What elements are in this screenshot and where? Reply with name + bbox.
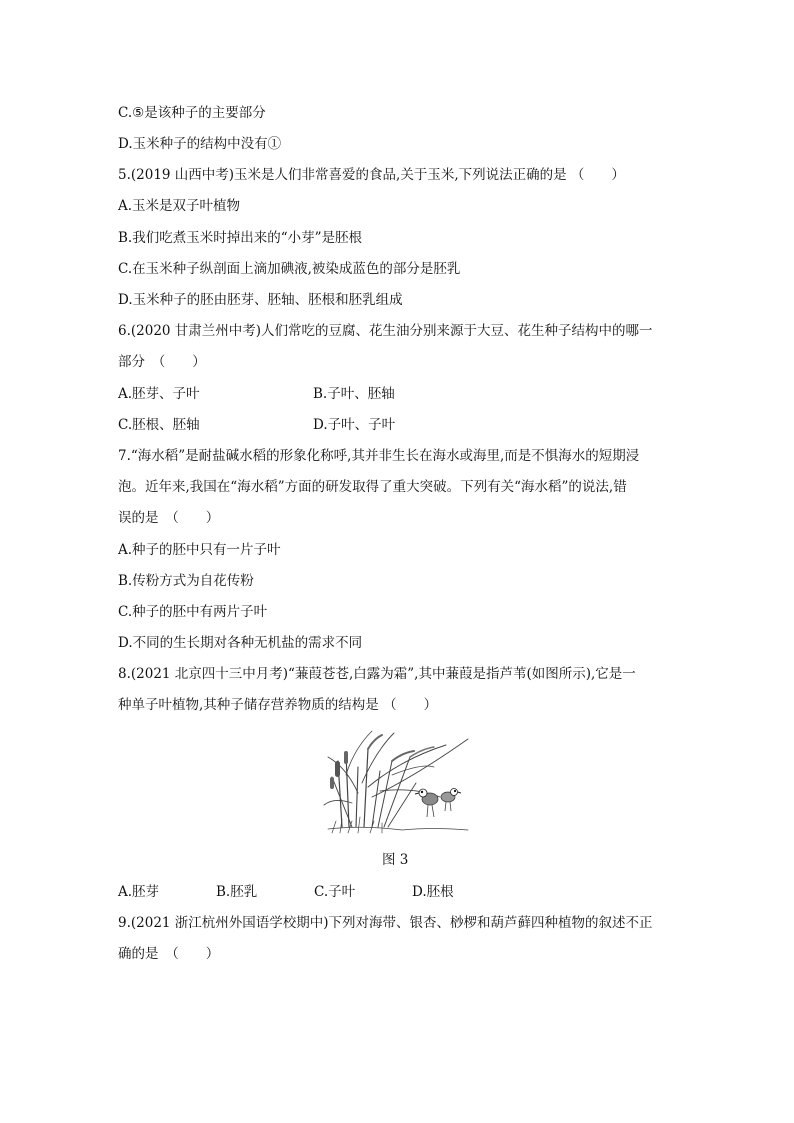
q9-stem-line-2: 确的是 （ ） [118, 946, 220, 962]
q7-option-a: A.种子的胚中只有一片子叶 [118, 542, 281, 558]
figure-caption: 图 3 [382, 852, 409, 868]
q8-option-b: B.胚乳 [216, 884, 258, 900]
q6-option-c: C.胚根、胚轴 [118, 417, 200, 433]
q8-option-d: D.胚根 [412, 884, 454, 900]
q8-option-c: C.子叶 [314, 884, 356, 900]
q5-option-d: D.玉米种子的胚由胚芽、胚轴、胚根和胚乳组成 [118, 292, 403, 308]
q5-stem: 5.(2019 山西中考)玉米是人们非常喜爱的食品,关于玉米,下列说法正确的是 （ ） [118, 167, 625, 183]
q6-stem-line-2: 部分 （ ） [118, 354, 206, 370]
q6-option-d: D.子叶、子叶 [313, 417, 396, 433]
q8-stem-line-1: 8.(2021 北京四十三中月考)“蒹葭苍苍,白露为霜”,其中蒹葭是指芦苇(如图所示),它是一 [118, 666, 636, 682]
q4-option-c: C.⑤是该种子的主要部分 [118, 105, 266, 121]
q6-option-b: B.子叶、胚轴 [313, 386, 395, 402]
q7-stem-line-3: 误的是 （ ） [118, 510, 220, 526]
reed-bird-illustration [322, 727, 474, 835]
reed-illustration-svg [322, 727, 474, 835]
q6-stem-line-1: 6.(2020 甘肃兰州中考)人们常吃的豆腐、花生油分别来源于大豆、花生种子结构中的哪一 [118, 323, 653, 339]
q7-option-b: B.传粉方式为自花传粉 [118, 573, 254, 589]
q9-stem-line-1: 9.(2021 浙江杭州外国语学校期中)下列对海带、银杏、桫椤和葫芦藓四种植物的叙述不正 [118, 915, 653, 931]
q8-stem-line-2: 种单子叶植物,其种子储存营养物质的结构是 （ ） [118, 697, 438, 713]
bird-icon [441, 789, 461, 812]
q7-stem-line-1: 7.“海水稻”是耐盐碱水稻的形象化称呼,其并非生长在海水或海里,而是不惧海水的短期浸 [118, 448, 640, 464]
q5-option-a: A.玉米是双子叶植物 [118, 198, 241, 214]
q7-option-d: D.不同的生长期对各种无机盐的需求不同 [118, 635, 363, 651]
q5-option-c: C.在玉米种子纵剖面上滴加碘液,被染成蓝色的部分是胚乳 [118, 261, 461, 277]
q8-option-a: A.胚芽 [118, 884, 160, 900]
q5-option-b: B.我们吃煮玉米时掉出来的“小芽”是胚根 [118, 230, 363, 246]
bird-icon [415, 789, 438, 817]
q7-option-c: C.种子的胚中有两片子叶 [118, 604, 268, 620]
q6-option-a: A.胚芽、子叶 [118, 386, 200, 402]
q7-stem-line-2: 泡。近年来,我国在“海水稻”方面的研发取得了重大突破。下列有关“海水稻”的说法,错 [118, 479, 627, 495]
q4-option-d: D.玉米种子的结构中没有① [118, 136, 282, 152]
